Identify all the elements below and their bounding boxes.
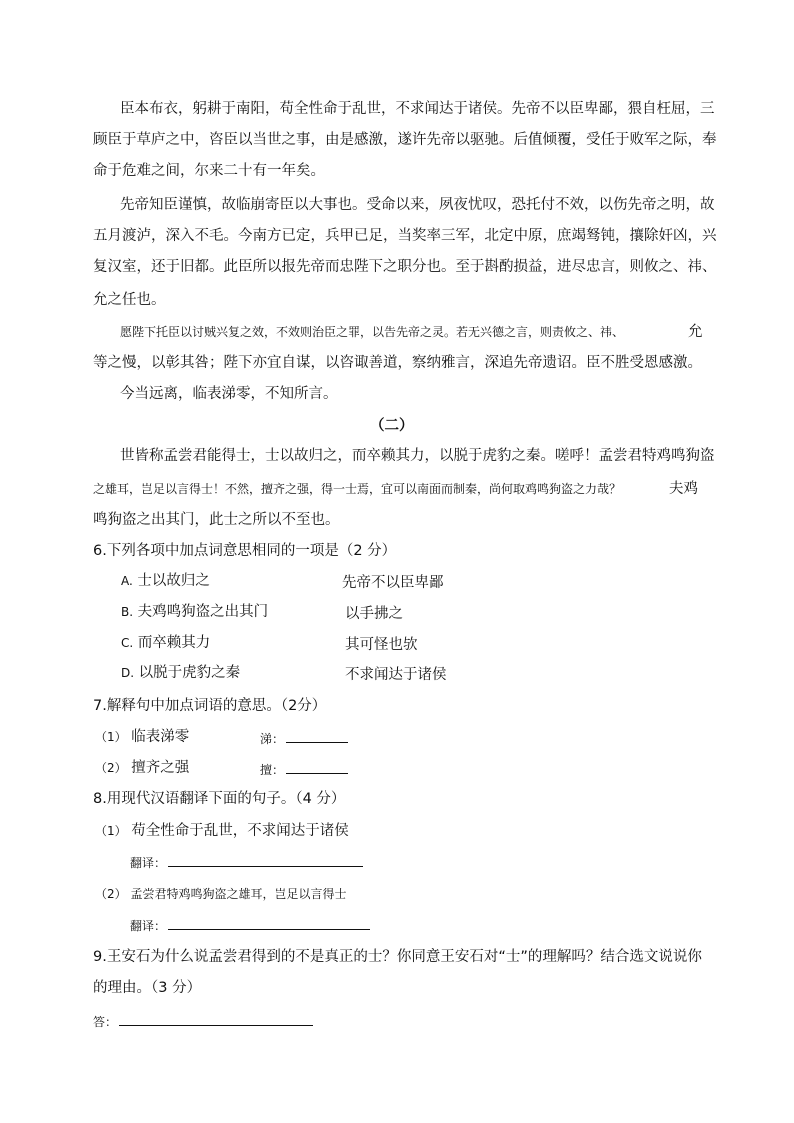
answer-label: 擅： [260, 763, 285, 777]
option-letter: D. [121, 666, 135, 680]
passage-one-line: 愿陛下托臣以讨贼兴复之效，不效则治臣之罪，以告先帝之灵。若无兴德之言，则责攸之、祎、 [120, 325, 625, 339]
passage-one-line: 命于危难之间，尔来二十有一年矣。 [93, 163, 325, 179]
option-letter: B. [121, 605, 134, 619]
passage-one-line: 五月渡泸，深入不毛。今南方已定，兵甲已足，当奖率三军，北定中原，庶竭驽钝，攘除奸凶，兴 [93, 228, 717, 244]
answer-blank[interactable] [286, 759, 348, 774]
translation-label: 翻译： [130, 919, 167, 933]
sub-question-number: （2） [95, 761, 127, 775]
passage-one-line: 先帝知臣谨慎，故临崩寄臣以大事也。受命以来，夙夜忧叹，恐托付不效，以伤先帝之明，故 [120, 197, 715, 213]
answer-blank[interactable] [286, 728, 348, 743]
passage-one-line: 顾臣于草庐之中，咨臣以当世之事，由是感激，遂许先帝以驱驰。后值倾覆，受任于败军之际，奉 [93, 132, 717, 148]
sub-question-sentence: 苟全性命于乱世，不求闻达于诸侯 [131, 823, 349, 839]
section-title: （二） [370, 418, 414, 434]
passage-two-line: 之雄耳，岂足以言得士！不然，擅齐之强，得一士焉，宜可以南面而制秦，尚何取鸡鸣狗盗之力哉？ [93, 482, 622, 496]
answer-blank[interactable] [119, 1011, 313, 1026]
passage-one-line: 今当远离，临表涕零，不知所言。 [120, 386, 338, 402]
translation-blank[interactable] [168, 915, 370, 930]
option-left-text: 夫鸡鸣狗盗之出其门 [137, 604, 269, 620]
option-letter: C. [121, 636, 134, 650]
option-right-text: 其可怪也欤 [345, 637, 418, 653]
passage-one-line: 允之任也。 [93, 292, 166, 308]
passage-one-line: 复汉室，还于旧都。此臣所以报先帝而忠陛下之职分也。至于斟酌损益，进尽忠言，则攸之、祎、 [93, 259, 717, 275]
translation-blank[interactable] [168, 852, 363, 867]
question-stem: 8.用现代汉语翻译下面的句子。（4 分） [93, 791, 346, 807]
passage-one-line: 等之慢，以彰其咎；陛下亦宜自谋，以咨诹善道，察纳雅言，深追先帝遗诏。臣不胜受恩感激。 [93, 355, 702, 371]
option-left-text: 以脱于虎豹之秦 [138, 665, 241, 681]
translation-label: 翻译： [130, 856, 167, 870]
sub-question-number: （2） [95, 887, 127, 901]
answer-label: 答： [93, 1015, 118, 1029]
passage-two-line: 鸣狗盗之出其门，此士之所以不至也。 [93, 512, 340, 528]
sub-question [95, 821, 349, 841]
sub-question [95, 727, 189, 747]
passage-two-line: 世皆称孟尝君能得士，士以故归之，而卒赖其力，以脱于虎豹之秦。嗟呼！孟尝君特鸡鸣狗盗 [120, 448, 715, 464]
answer-label: 涕： [260, 732, 285, 746]
question-stem: 6.下列各项中加点词意思相同的一项是（2 分） [93, 543, 397, 559]
question-stem: 的理由。（3 分） [93, 980, 202, 996]
sub-question-number: （1） [95, 824, 127, 838]
option-right-text: 不求闻达于诸侯 [345, 667, 447, 683]
sub-question-number: （1） [95, 730, 127, 744]
passage-one-line: 臣本布衣，躬耕于南阳，苟全性命于乱世，不求闻达于诸侯。先帝不以臣卑鄙，猥自枉屈，三 [120, 101, 715, 117]
sub-question-sentence: 孟尝君特鸡鸣狗盗之雄耳，岂足以言得士 [130, 887, 347, 901]
option-left-text: 士以故归之 [137, 573, 210, 589]
sub-question [95, 884, 346, 904]
option-letter: A. [121, 574, 133, 588]
question-stem: 9.王安石为什么说孟尝君得到的不是真正的士？你同意王安石对“士”的理解吗？结合选文说说你 [93, 949, 702, 965]
option-right-text: 先帝不以臣卑鄙 [342, 575, 444, 591]
passage-one-line: 允 [688, 324, 703, 340]
sub-question-phrase: 临表涕零 [131, 729, 190, 745]
question-stem: 7.解释句中加点词语的意思。（2分） [93, 698, 327, 714]
option-left-text: 而卒赖其力 [137, 635, 211, 651]
sub-question-phrase: 擅齐之强 [131, 760, 190, 776]
sub-question [95, 758, 189, 778]
passage-two-line: 夫鸡 [669, 481, 698, 497]
option-right-text: 以手拂之 [345, 606, 403, 622]
